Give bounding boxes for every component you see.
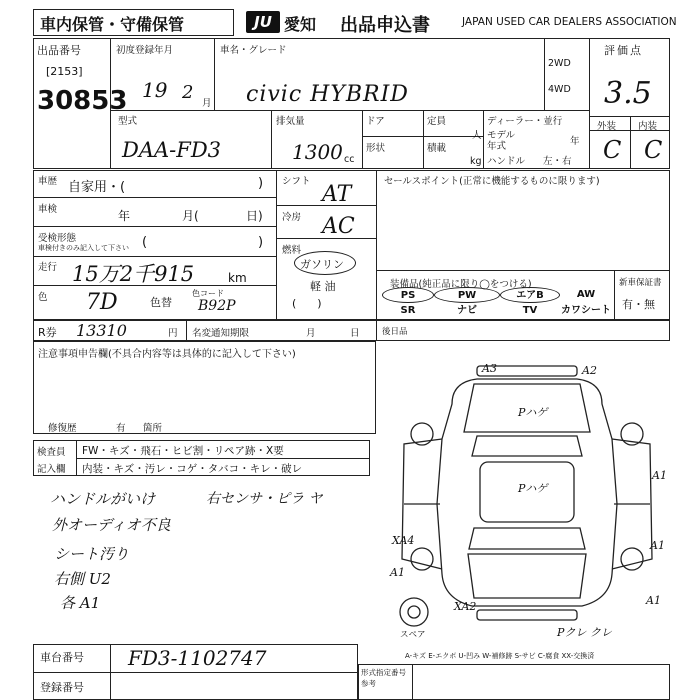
equipment-grid xyxy=(382,287,612,319)
doors-label: ドア xyxy=(366,116,385,127)
rating-label: 評価点 xyxy=(604,44,643,57)
dealer-label: ディーラー・並行 xyxy=(487,116,563,127)
capacity-unit: 人 xyxy=(472,130,482,141)
fuel-diesel: 軽 油 xyxy=(310,280,336,293)
mark-a1-right: A1 xyxy=(652,469,667,482)
exterior-label: 外装 xyxy=(597,121,617,132)
repair-label: 修復歴 xyxy=(48,423,77,434)
type-value: DAA-FD3 xyxy=(122,138,222,162)
legend-sub: 参考 xyxy=(361,679,376,688)
acceptance-close: ) xyxy=(258,235,264,250)
lot-number: 30853 xyxy=(37,86,128,116)
drive-4wd: 4WD xyxy=(548,84,571,95)
displacement-value: 1300 xyxy=(292,140,343,164)
chassis-value: FD3-1102747 xyxy=(128,646,267,670)
equipment-item-tv: TV xyxy=(522,305,538,316)
inspection-month: 月( xyxy=(182,209,199,223)
association-name: JAPAN USED CAR DEALERS ASSOCIATION xyxy=(462,16,677,28)
note-line-6: 右センサ・ピラ ヤ xyxy=(206,491,323,507)
first-reg-label: 初度登録年月 xyxy=(116,45,174,56)
load-label: 積載 xyxy=(427,143,447,154)
notes-label: 注意事項申告欄(不具合内容等は具体的に記入して下さい) xyxy=(38,349,296,360)
entry-line: 内装・キズ・汚レ・コゲ・タバコ・キレ・破レ xyxy=(82,463,303,475)
tax-notice-day: 日 xyxy=(350,328,360,339)
shape-label: 形状 xyxy=(366,143,386,154)
tax-notice-label: 名変通知期限 xyxy=(192,328,250,339)
repaint-label: 色替 xyxy=(150,296,172,309)
fuel-gas: ガソリン xyxy=(300,258,344,271)
inspector-line: FW・キズ・飛石・ヒビ割・リペア跡・X要 xyxy=(82,445,284,457)
recycle-label: R券 xyxy=(38,326,57,339)
aircon-value: AC xyxy=(322,214,355,239)
acceptance-label: 受検形態 xyxy=(38,233,77,244)
model-label: 車名・グレード xyxy=(220,45,287,56)
recycle-value: 13310 xyxy=(76,321,127,340)
mileage-unit: km xyxy=(228,271,247,285)
equipment-item-aw: AW xyxy=(576,289,596,300)
equipment-item-ナビ: ナビ xyxy=(457,305,477,316)
color-code-label: 色コード xyxy=(192,289,224,298)
inspection-day: 日) xyxy=(246,209,263,223)
drive-2wd: 2WD xyxy=(548,58,571,69)
fuel-paren: ( ) xyxy=(292,297,322,310)
storage-label: 車内保管・守備保管 xyxy=(40,15,185,34)
mark-a2-top: A2 xyxy=(582,364,597,377)
warranty-value: 有・無 xyxy=(622,298,655,311)
first-reg-month-unit: 月 xyxy=(202,98,212,109)
mark-phage-2: Pハゲ xyxy=(518,482,548,495)
acceptance-sub: 車検付きのみ記入して下さい xyxy=(38,244,129,252)
repair-place: 箇所 xyxy=(143,423,163,434)
note-line-2: 外オーディオ不良 xyxy=(52,516,171,534)
rating-value: 3.5 xyxy=(604,76,652,111)
mark-a1-left: A1 xyxy=(390,566,405,579)
mark-phage-1: Pハゲ xyxy=(518,406,548,419)
color-label: 色 xyxy=(38,292,48,303)
model-year-label: モデル xyxy=(487,130,516,141)
interior-grade: C xyxy=(644,136,663,164)
handle-label: ハンドル xyxy=(487,156,526,167)
equipment-item-エアb: エアB xyxy=(500,287,560,303)
handle-options: 左・右 xyxy=(543,156,572,167)
type-label: 型式 xyxy=(118,116,138,127)
color-value: 7D xyxy=(86,290,118,315)
mark-pkure: Pクレ クレ xyxy=(557,626,612,639)
chassis-label: 車台番号 xyxy=(40,651,84,664)
first-reg-month: 2 xyxy=(182,82,194,103)
form-title: 出品申込書 xyxy=(340,15,430,36)
equipment-item-pw: PW xyxy=(434,287,500,303)
acceptance-open: ( xyxy=(142,235,148,250)
usage-close: ) xyxy=(258,176,264,191)
mark-a1-rr2: A1 xyxy=(646,594,661,607)
mark-a3: A3 xyxy=(482,362,497,375)
load-unit: kg xyxy=(470,156,482,167)
displacement-label: 排気量 xyxy=(276,116,305,127)
warranty-label: 新車保証書 xyxy=(619,278,662,288)
exterior-grade: C xyxy=(603,136,622,164)
shift-value: AT xyxy=(322,182,352,207)
note-line-1: ハンドルがいけ xyxy=(50,490,156,508)
equipment-item-ps: PS xyxy=(382,287,434,303)
aircon-label: 冷房 xyxy=(282,212,302,223)
recycle-unit: 円 xyxy=(168,328,178,339)
repair-value: 有 xyxy=(116,423,126,434)
legend-line: A-キズ E-エクボ U-凹み W-補修跡 S-サビ C-腐食 XX-交換済 xyxy=(405,652,595,660)
mark-a1-rr: A1 xyxy=(650,539,665,552)
car-diagram xyxy=(382,344,672,644)
note-line-4: 右側 U2 xyxy=(54,570,111,588)
equipment-label: 装備品(純正品に限り◯をつける) xyxy=(390,279,532,290)
note-line-3: シート汚り xyxy=(54,545,130,563)
tax-notice-month: 月 xyxy=(306,328,316,339)
regno-label: 登録番号 xyxy=(40,681,84,694)
equipment-item-カワシート: カワシート xyxy=(561,305,611,316)
sunroof-label: 後日品 xyxy=(382,327,408,337)
fuel-gas-circle xyxy=(294,251,356,275)
interior-label: 内装 xyxy=(638,121,658,132)
lot-sub: [2153] xyxy=(46,65,83,78)
inspection-year: 年 xyxy=(118,209,131,223)
mileage-value: 15万2千915 xyxy=(72,262,195,286)
equipment-item-sr: SR xyxy=(400,305,416,316)
displacement-unit: cc xyxy=(344,154,355,165)
first-reg-year: 19 xyxy=(142,78,168,102)
spare-label: スペア xyxy=(400,630,426,640)
shift-label: シフト xyxy=(282,176,311,187)
usage-value: 自家用・( xyxy=(68,180,126,195)
mark-xa2: XA2 xyxy=(454,600,477,613)
mileage-label: 走行 xyxy=(38,262,58,273)
fuel-label: 燃料 xyxy=(282,245,302,256)
model-value: civic HYBRID xyxy=(246,82,409,107)
year-unit: 年 xyxy=(570,136,580,147)
note-line-5: 各 A1 xyxy=(60,594,101,612)
inspector-label: 検査員 xyxy=(37,447,66,458)
logo-region: 愛知 xyxy=(284,15,317,34)
legend-label: 形式指定番号 xyxy=(361,668,406,677)
mark-xa4: XA4 xyxy=(392,534,415,547)
lot-label: 出品番号 xyxy=(37,44,81,57)
color-code: B92P xyxy=(198,298,236,314)
inspection-label: 車検 xyxy=(38,204,58,215)
selling-points-label: セールスポイント(正常に機能するものに限ります) xyxy=(384,176,600,187)
ju-logo: JU xyxy=(246,11,280,33)
usage-label: 車歴 xyxy=(38,176,58,187)
year-label: 年式 xyxy=(487,141,507,152)
capacity-label: 定員 xyxy=(427,116,447,127)
entry-label: 記入欄 xyxy=(37,464,66,475)
